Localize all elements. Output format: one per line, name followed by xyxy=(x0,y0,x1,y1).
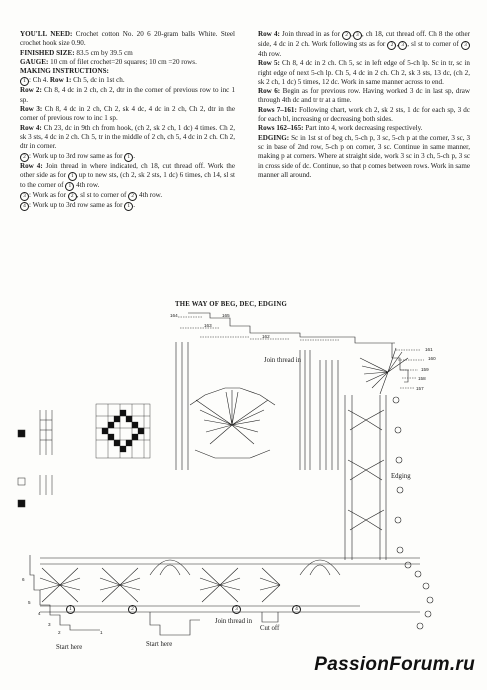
circled-number-2: 2 xyxy=(20,153,29,162)
motif-1-paragraph: 1 : Ch 4. Row 1: Ch 5, dc in 1st ch. xyxy=(20,76,235,86)
row-4-right-label: Row 4: xyxy=(258,30,280,38)
rows-162-165-text: Part into 4, work decreasing respectively. xyxy=(305,124,423,133)
finished-text: 83.5 cm by 39.5 cm xyxy=(76,48,133,57)
motif-2-paragraph: 2 : Work up to 3rd row same as for 1 . xyxy=(20,152,235,162)
row-1-label: Row 1: xyxy=(49,76,72,85)
chart-grid-lines xyxy=(176,342,338,470)
motif-2-text: Work up to 3rd row same as for xyxy=(32,151,123,160)
row-number-162: 162 xyxy=(262,334,270,339)
row-4-right-text-d: 4th row. xyxy=(258,50,282,58)
join-thread-label-top: Join thread in xyxy=(264,357,301,364)
row-3-text: Ch 8, 4 dc in 2 ch, Ch 2, sk 4 dc, 4 dc in 2 ch, Ch 2, dtr in the corner of previous row to inc 1 sp. xyxy=(20,105,235,123)
circled-ref-2: 2 xyxy=(68,192,77,201)
circled-number-3: 3 xyxy=(20,192,29,201)
row-4-label: Row 4: xyxy=(20,123,42,132)
row-3-label: Row 3: xyxy=(20,105,43,114)
row-number-6: 6 xyxy=(22,577,25,582)
row-4b-text-b: up to new sts, (ch 2, sk 2 sts, 1 dc) 6 times, ch 14, sl st to the corner of xyxy=(20,170,235,189)
circled-number-4: 4 xyxy=(292,605,301,614)
row-4-right-text-a: Join thread in as for xyxy=(282,30,340,38)
circled-ref-2: 2 xyxy=(342,31,351,40)
rows-162-165-label: Rows 162–165: xyxy=(258,124,304,133)
top-dec-steps xyxy=(188,313,395,343)
bottom-fan-motifs xyxy=(40,568,280,602)
motif-4-text-b: . xyxy=(133,200,136,209)
row-number-161: 161 xyxy=(425,347,433,352)
rows-7-161-text: Following chart, work ch 2, sk 2 sts, 1 dc for each sp, 3 dc for each bl, increasing or decreasing both sides. xyxy=(258,105,470,124)
row-4-right-paragraph: Row 4: Join thread in as for 2 , 3 , ch 18, cut thread off. Ch 8 the other side, 4 dc in 2 ch. Work following sts as for 2 , 3 , sl st to corner of 3 4th row. xyxy=(258,30,471,58)
row-4-text: Ch 23, dc in 9th ch from hook, (ch 2, sk 2 ch, 1 dc) 4 times. Ch 2, sk 3 sts, 4 dc in 2 ch. Ch 5, tr in the middle of 2 ch, ch 5, 4 dc in 2 ch. Ch 2, dtr in corner. xyxy=(20,123,235,151)
needs-label: YOU'LL NEED: xyxy=(20,30,73,38)
top-ruler-lines xyxy=(178,317,340,340)
row-number-4: 4 xyxy=(38,611,41,616)
diagram-motif-2-marker xyxy=(128,605,137,614)
circled-number-3: 3 xyxy=(232,605,241,614)
motif-1-start: Ch 4. xyxy=(32,76,49,85)
site-watermark: PassionForum.ru xyxy=(314,654,475,675)
row-5-text: Ch 8, 4 dc in 2 ch. Ch 5, sc in left edge of 5-ch lp. Sc in tr, sc in right edge of next 5-ch lp. Ch 5, 4 dc in 2 ch. Ch 2, sk 3 sts, 13 dc, (ch 2, sk 2 ch, 1 dc) 5 times, 12 dc. Work in same manner across to end. xyxy=(258,59,470,86)
circled-number-1: 1 xyxy=(20,77,29,86)
start-here-label-2: Start here xyxy=(146,641,173,648)
circled-ref-1: 1 xyxy=(124,202,133,211)
circled-ref-1: 1 xyxy=(124,153,133,162)
edging-label: EDGING: xyxy=(258,133,290,142)
row-1-text: Ch 5, dc in 1st ch. xyxy=(73,76,125,85)
gauge-label: GAUGE: xyxy=(20,57,49,66)
row-5-label: Row 5: xyxy=(258,59,280,68)
motif-2-end: . xyxy=(133,151,136,160)
right-edge-fans xyxy=(348,410,384,530)
circled-ref-2: 2 xyxy=(128,192,137,201)
row-4b-label: Row 4: xyxy=(20,161,43,170)
circled-ref-3: 3 xyxy=(461,41,470,50)
circled-ref-3: 3 xyxy=(353,31,362,40)
row-number-163: 163 xyxy=(204,323,212,328)
row-4-right-text-c: , sl st to corner of xyxy=(407,40,459,48)
fan-motif-right-top xyxy=(360,348,408,394)
start-here-label-1: Start here xyxy=(56,644,83,651)
diagram-motif-4-marker xyxy=(292,605,301,614)
circled-ref-3: 3 xyxy=(398,41,407,50)
edging-label: Edging xyxy=(391,473,411,480)
row-number-164: 164 xyxy=(170,313,178,318)
diagram-motif-3-marker xyxy=(232,605,241,614)
row-4b-text-a: Join thread in where indicated, ch 18, cut thread off. Work the other side as for xyxy=(20,161,235,179)
instructions-heading: MAKING INSTRUCTIONS: xyxy=(20,67,109,76)
chart-grid-lines-2 xyxy=(300,350,310,470)
row-2-label: Row 2: xyxy=(20,86,42,95)
row-number-157: 157 xyxy=(416,386,424,391)
needs-text: Crochet cotton No. 20 6 20-gram balls White. Steel crochet hook size 0.90. xyxy=(20,30,235,48)
row-4b-text-c: 4th row. xyxy=(76,180,100,189)
motif-4-text-a: : Work up to 3rd row same as for xyxy=(29,200,123,209)
row-number-3: 3 xyxy=(48,622,51,627)
rows-7-161-label: Rows 7–161: xyxy=(258,105,297,114)
gauge-text: 10 cm of filet crochet=20 squares; 10 cm =20 rows. xyxy=(50,57,197,66)
bottom-arches xyxy=(150,560,340,575)
symbol-legend xyxy=(18,410,52,507)
row-number-159: 159 xyxy=(421,367,429,372)
row-6-text: Begin as for previous row. Having worked 3 dc in last sp, draw through 4th dc and tr tr at a time. xyxy=(258,87,470,105)
circled-ref-1: 1 xyxy=(65,182,74,191)
edging-text: Sc in 1st st of beg ch, 5-ch p, 3 sc, 5-ch p at the corner, 3 sc, 3 sc in base of 2nd row, 5-ch p on corner, 3 sc. Continue in same manner, making p at corners. Where at straight side, work 3 sc in 3 ch, 5-ch p, 3 sc in cross side of dc. Continue, so that p comes between rows. Work in same manner all around. xyxy=(258,133,471,179)
diagram-motif-1-marker xyxy=(66,605,75,614)
row-number-1: 1 xyxy=(100,630,103,635)
row-2-text: Ch 8, 4 dc in 2 ch, ch 2, dtr in the corner of previous row to inc 1 sp. xyxy=(20,86,236,104)
bottom-border-strip xyxy=(40,558,420,612)
row-number-158: 158 xyxy=(418,376,426,381)
row-number-160: 160 xyxy=(428,356,436,361)
motif-3-text-c: 4th row. xyxy=(138,190,163,199)
circled-ref-1: 1 xyxy=(68,172,77,181)
motif-3-text-b: , sl st to corner of xyxy=(76,190,127,199)
diagram-title: THE WAY OF BEG, DEC, EDGING xyxy=(175,301,287,308)
join-thread-label-bottom: Join thread in xyxy=(215,618,252,625)
row-number-5: 5 xyxy=(28,600,31,605)
motif-3-text-a: : Work as for xyxy=(29,190,66,199)
row-number-165: 165 xyxy=(222,313,230,318)
bottom-right-start-steps xyxy=(150,612,200,635)
circled-number-4: 4 xyxy=(20,202,29,211)
row-6-label: Row 6: xyxy=(258,87,281,96)
row-4-right-text-b: , ch 18, cut thread off. Ch 8 the other side, 4 dc in 2 ch. Work following sts as for xyxy=(258,30,471,48)
cut-off-bracket xyxy=(262,612,278,622)
row-number-2: 2 xyxy=(58,630,61,635)
circled-ref-2: 2 xyxy=(387,41,396,50)
circled-number-1: 1 xyxy=(66,605,75,614)
finished-label: FINISHED SIZE: xyxy=(20,48,75,57)
fan-motif-center xyxy=(190,388,275,458)
edging-picots-right xyxy=(393,397,433,629)
filet-diamond-motif xyxy=(102,410,144,452)
bottom-left-start-steps xyxy=(30,555,100,630)
circled-number-2: 2 xyxy=(128,605,137,614)
cut-off-label: Cut off xyxy=(260,625,280,632)
